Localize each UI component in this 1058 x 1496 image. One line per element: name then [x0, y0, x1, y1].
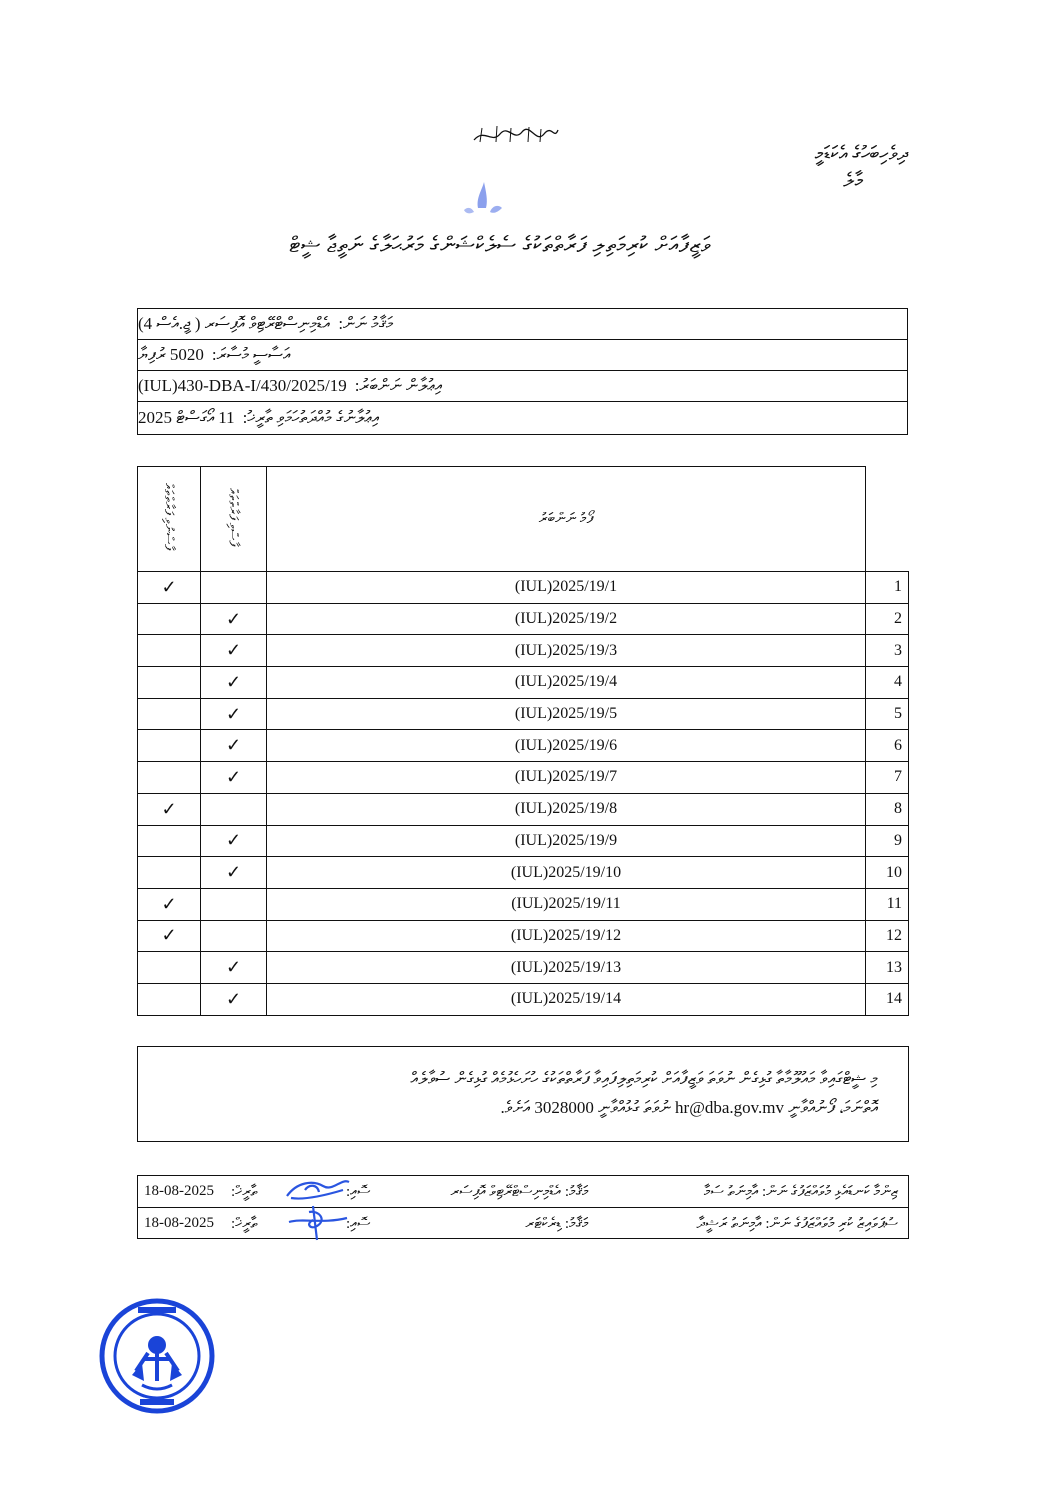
form-number-cell: (IUL)2025/19/7: [267, 762, 866, 794]
row-number-cell: 8: [866, 793, 909, 825]
vacancy-info-box: [137, 308, 908, 435]
post-value: އެޑްމިނިސްޓްރޭޓިވް އޮފިސަރ ( ޖީ.އެސް 4): [138, 314, 331, 333]
row-number-cell: 13: [866, 952, 909, 984]
rejected-check-cell: [138, 825, 201, 857]
signature-2-mark: [283, 1202, 353, 1242]
deadline-value: 11 އޯގަސްޓް 2025: [138, 407, 235, 427]
accepted-check-cell: ✓: [201, 667, 267, 699]
form-number-cell: (IUL)2025/19/10: [267, 857, 866, 889]
rejected-check-cell: [138, 667, 201, 699]
row-number-cell: 14: [866, 983, 909, 1015]
table-row: [138, 635, 909, 667]
accepted-check-cell: ✓: [201, 730, 267, 762]
post-row: [138, 309, 907, 340]
organization-name: ދިވެހިބަހުގެ އެކަޑަމީ: [814, 143, 908, 165]
row-number-cell: 1: [866, 572, 909, 604]
accepted-check-cell: [201, 888, 267, 920]
rejected-check-cell: [138, 730, 201, 762]
signatory-2-date-label: ތާރީޚް:: [231, 1215, 258, 1232]
table-row: [138, 857, 909, 889]
signatory-1-sign-label: ސޮއި:: [346, 1183, 371, 1200]
accepted-check-cell: [201, 920, 267, 952]
signatory-2-sign-label: ސޮއި:: [346, 1215, 371, 1232]
table-row: [138, 825, 909, 857]
form-number-cell: (IUL)2025/19/11: [267, 888, 866, 920]
announcement-value: (IUL)430-DBA-I/430/2025/19: [138, 376, 347, 395]
row-number-cell: 7: [866, 762, 909, 794]
form-number-cell: (IUL)2025/19/9: [267, 825, 866, 857]
table-row: [138, 667, 909, 699]
table-row: [138, 572, 909, 604]
rejected-check-cell: [138, 635, 201, 667]
table-row: [138, 920, 909, 952]
accepted-check-cell: ✓: [201, 825, 267, 857]
note-prefix: އޮތްނަމަ، ފޯނުއްވާނީ: [788, 1098, 878, 1117]
emblem-mark: [458, 178, 508, 218]
row-number-cell: 2: [866, 603, 909, 635]
rejected-check-cell: [138, 952, 201, 984]
rejected-check-cell: ✓: [138, 888, 201, 920]
table-row: [138, 952, 909, 984]
rejected-check-cell: [138, 857, 201, 889]
table-body: [138, 572, 909, 1016]
signatory-2-date: 18-08-2025: [144, 1215, 214, 1231]
signatory-2-name: ސުޕަވައިޒު ކުރި މުވައްޒަފުގެ ނަން: އާމިނަތު ރަޝީދާ: [696, 1215, 898, 1232]
note-suffix: އަށެވެ.: [500, 1098, 531, 1117]
row-number-cell: 3: [866, 635, 909, 667]
row-number-cell: 4: [866, 667, 909, 699]
accepted-check-cell: [201, 572, 267, 604]
signatory-1-position: މަޤާމު: އެޑްމިނިސްޓްރޭޓިވް އޮފިސަރ: [450, 1183, 588, 1200]
signatory-1-date-label: ތާރީޚް:: [231, 1183, 258, 1200]
accepted-column-header: ފާސްވި ފަރާތްތައް: [201, 467, 267, 572]
row-number-cell: 12: [866, 920, 909, 952]
accepted-check-cell: ✓: [201, 762, 267, 794]
rejected-column-header: ފާސްނުވި ފަރާތްތައް: [138, 467, 201, 572]
table-row: [138, 983, 909, 1015]
signature-row-2: [138, 1207, 908, 1239]
row-number-cell: 10: [866, 857, 909, 889]
row-number-cell: 11: [866, 888, 909, 920]
accepted-check-cell: ✓: [201, 603, 267, 635]
table-row: [138, 603, 909, 635]
accepted-check-cell: ✓: [201, 952, 267, 984]
form-number-cell: (IUL)2025/19/12: [267, 920, 866, 952]
note-mid: ނުވަތަ ގުޅުއްވާނީ: [598, 1098, 671, 1117]
accepted-check-cell: [201, 793, 267, 825]
organization-city: މާލެ: [843, 170, 863, 192]
accepted-check-cell: ✓: [201, 698, 267, 730]
document-title: ވަޒީފާއަށް ކުރިމަތިލި ފަރާތްތަކުގެ ސެލެކްޝަންގެ މަރުޙަލާގެ ނަތީޖާ ޝީޓް: [289, 232, 711, 257]
post-label: މަޤާމު ނަން:: [338, 314, 393, 333]
note-line-1: މި ޝީޓްގައިވާ މައުލޫމާތާ ގުޅިގެން ނުވަތަ ވަޒީފާއަށް ކުރިމަތިލިފައިވާ ފަރާތްތަކުގެ ހުށަހެޅުމެއް ގުޅިގެން ސުވާލެއް: [410, 1069, 878, 1089]
bismillah-calligraphy: [470, 122, 560, 150]
official-stamp: [98, 1297, 216, 1415]
row-number-cell: 5: [866, 698, 909, 730]
rejected-check-cell: ✓: [138, 920, 201, 952]
rejected-check-cell: [138, 762, 201, 794]
signature-box: [137, 1175, 909, 1239]
table-row: [138, 762, 909, 794]
row-number-column-header: [866, 467, 909, 572]
accepted-check-cell: ✓: [201, 857, 267, 889]
form-number-cell: (IUL)2025/19/8: [267, 793, 866, 825]
salary-row: [138, 340, 907, 371]
table-row: [138, 793, 909, 825]
salary-value: 5020 ރުފިޔާ: [138, 345, 204, 364]
signature-row-1: [138, 1176, 908, 1207]
signatory-1-name: ޒިންމާ ކަނޑައެޅި މުވައްޒަފުގެ ނަން: އާމިނަތު ސަމާ: [703, 1183, 898, 1200]
table-row: [138, 730, 909, 762]
contact-note-box: [137, 1046, 909, 1142]
form-number-cell: (IUL)2025/19/4: [267, 667, 866, 699]
form-number-cell: (IUL)2025/19/13: [267, 952, 866, 984]
accepted-check-cell: ✓: [201, 983, 267, 1015]
contact-email: hr@dba.gov.mv: [675, 1098, 785, 1117]
form-number-cell: (IUL)2025/19/1: [267, 572, 866, 604]
table-row: [138, 888, 909, 920]
note-line-2: [168, 1094, 878, 1123]
form-number-cell: (IUL)2025/19/6: [267, 730, 866, 762]
deadline-label: އިޢުލާނުގެ މުއްދަތުހަމަވި ތާރީޚު:: [242, 407, 380, 427]
rejected-check-cell: [138, 698, 201, 730]
results-table: [137, 466, 909, 1016]
table-header-row: [138, 467, 909, 572]
form-number-cell: (IUL)2025/19/3: [267, 635, 866, 667]
row-number-cell: 9: [866, 825, 909, 857]
deadline-row: [138, 402, 907, 433]
row-number-cell: 6: [866, 730, 909, 762]
form-number-column-header: ފޯމު ނަންބަރު: [267, 467, 866, 572]
rejected-check-cell: ✓: [138, 793, 201, 825]
form-number-cell: (IUL)2025/19/14: [267, 983, 866, 1015]
rejected-check-cell: ✓: [138, 572, 201, 604]
form-number-cell: (IUL)2025/19/2: [267, 603, 866, 635]
salary-label: އަސާސީ މުސާރަ:: [211, 345, 291, 364]
announcement-row: [138, 371, 907, 402]
signatory-1-date: 18-08-2025: [144, 1183, 214, 1199]
table-row: [138, 698, 909, 730]
rejected-check-cell: [138, 983, 201, 1015]
contact-phone: 3028000: [534, 1098, 594, 1117]
announcement-label: އިޢުލާން ނަންބަރު:: [354, 376, 443, 395]
form-number-cell: (IUL)2025/19/5: [267, 698, 866, 730]
signatory-2-position: މަޤާމު: ޑިރެކްޓަރ: [525, 1215, 588, 1232]
rejected-check-cell: [138, 603, 201, 635]
accepted-check-cell: ✓: [201, 635, 267, 667]
